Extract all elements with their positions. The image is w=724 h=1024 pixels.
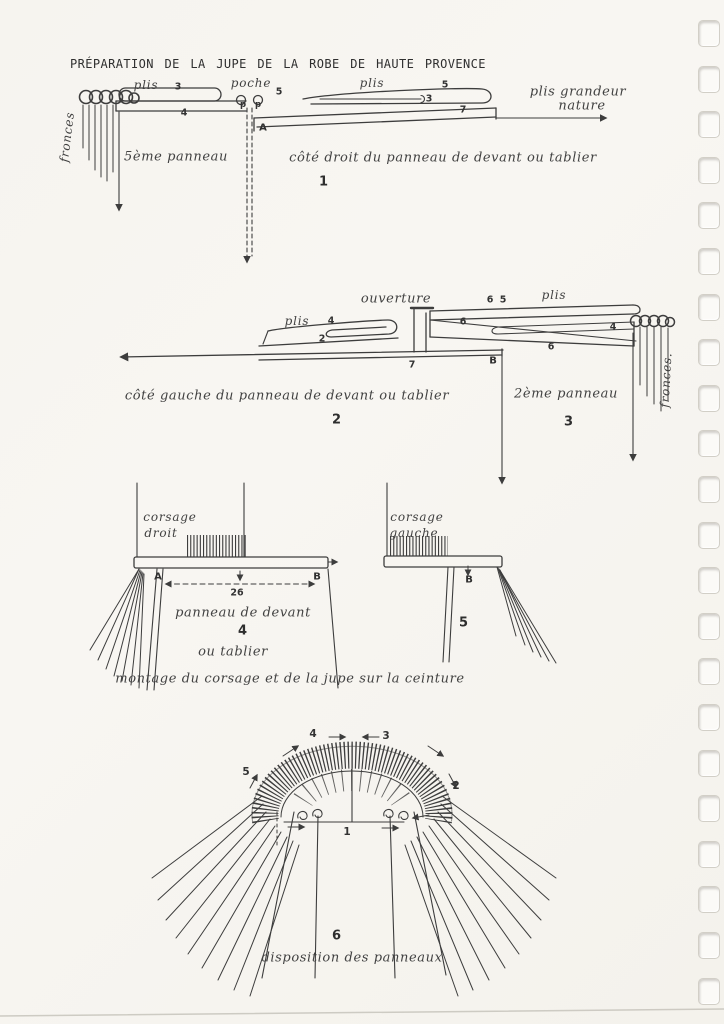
fig6-num-2: 2 [452,780,460,792]
fig2-caption: côté gauche du panneau de devant ou tablier [124,388,450,404]
fig1-number: 1 [318,174,330,190]
binding-hole [698,20,720,47]
fig5-corsage-label-2: gauche [389,526,439,540]
fig1-p-left: p [239,100,247,110]
fig45-montage-caption: montage du corsage et de la jupe sur la ceinture [115,671,465,687]
fig5-number: 5 [458,615,470,631]
fig1-point-a: A [259,122,267,134]
fig4-corsage-label-1: corsage [143,510,197,524]
fig2-number: 2 [331,412,343,428]
fig4-caption-1: panneau de devant [175,605,311,621]
fig23-num-5-top: 5 [499,294,507,306]
fig1-caption-left: 5ème panneau [124,149,228,165]
binding-hole [698,248,720,275]
page-title: PRÉPARATION DE LA JUPE DE LA ROBE DE HAUTE PROVENCE [70,57,486,71]
binding-hole [698,704,720,731]
fig1-num-7: 7 [459,104,467,116]
fig1-caption-right: côté droit du panneau de devant ou tablier [289,150,597,166]
fig1-scale-note-2: nature [558,98,606,114]
fig3-caption: 2ème panneau [514,386,618,402]
fig23-point-b: B [489,355,497,367]
fig1-num-5-pocket: 5 [275,86,283,98]
fig23-ouverture-label: ouverture [360,291,432,307]
fig1-num-3: 3 [174,81,182,93]
binding-hole [698,111,720,138]
fig1-num-5-right: 5 [441,79,449,91]
page-edge-line [0,1009,724,1016]
fig1-num-4: 4 [180,107,188,119]
binding-hole [698,522,720,549]
binding-hole [698,750,720,777]
fig6-caption: disposition des panneaux [261,950,443,966]
fig23-plis-left-label: plis [284,314,310,328]
fig5-point-b: B [465,574,473,586]
fig23-num-6-a: 6 [459,316,467,328]
binding-hole [698,430,720,457]
fig4-point-a: A [154,571,162,583]
fig3-number: 3 [563,414,575,430]
fig23-plis-right-label: plis [541,288,567,302]
binding-hole [698,886,720,913]
binding-hole [698,157,720,184]
fig23-num-6-b: 6 [547,341,555,353]
fig6-num-5: 5 [242,766,250,778]
fig1-plis-right-label: plis [359,76,385,90]
fig6-num-3: 3 [382,730,390,742]
fig5-corsage-label-1: corsage [390,510,444,524]
binding-hole [698,658,720,685]
binding-hole [698,978,720,1005]
fig23-num-2: 2 [318,333,326,345]
fig6-number: 6 [331,928,343,944]
fig23-num-7: 7 [408,359,416,371]
binding-hole [698,476,720,503]
binding-holes [698,0,721,1024]
binding-hole [698,202,720,229]
fig1-p-right: p [254,100,262,110]
fig1-poche-label: poche [230,76,272,90]
fig4-number: 4 [237,623,249,639]
fig6-num-4: 4 [309,728,317,740]
fig23-num-4-right: 4 [609,321,617,333]
binding-hole [698,795,720,822]
fig1-scale-note-1: plis grandeur [529,84,627,100]
binding-hole [698,294,720,321]
fig4-caption-2: ou tablier [198,644,268,660]
fig23-num-6-top: 6 [486,294,494,306]
fig4-measure-26: 26 [230,587,244,599]
fig6-num-1: 1 [343,826,351,838]
fig23-num-4-left: 4 [327,315,335,327]
fig1-num-3-inner: 3 [425,93,433,105]
binding-hole [698,339,720,366]
binding-hole [698,385,720,412]
binding-hole [698,841,720,868]
fig4-point-b: B [313,571,321,583]
fig23-fronces-label: fronces. [657,352,675,408]
fig1-plis-left-label: plis [133,78,159,92]
binding-hole [698,66,720,93]
binding-hole [698,613,720,640]
binding-hole [698,932,720,959]
fig1-fronces-label: fronces [56,110,78,164]
fig4-corsage-label-2: droit [144,526,178,540]
fig1-lineart [80,88,607,262]
binding-hole [698,567,720,594]
